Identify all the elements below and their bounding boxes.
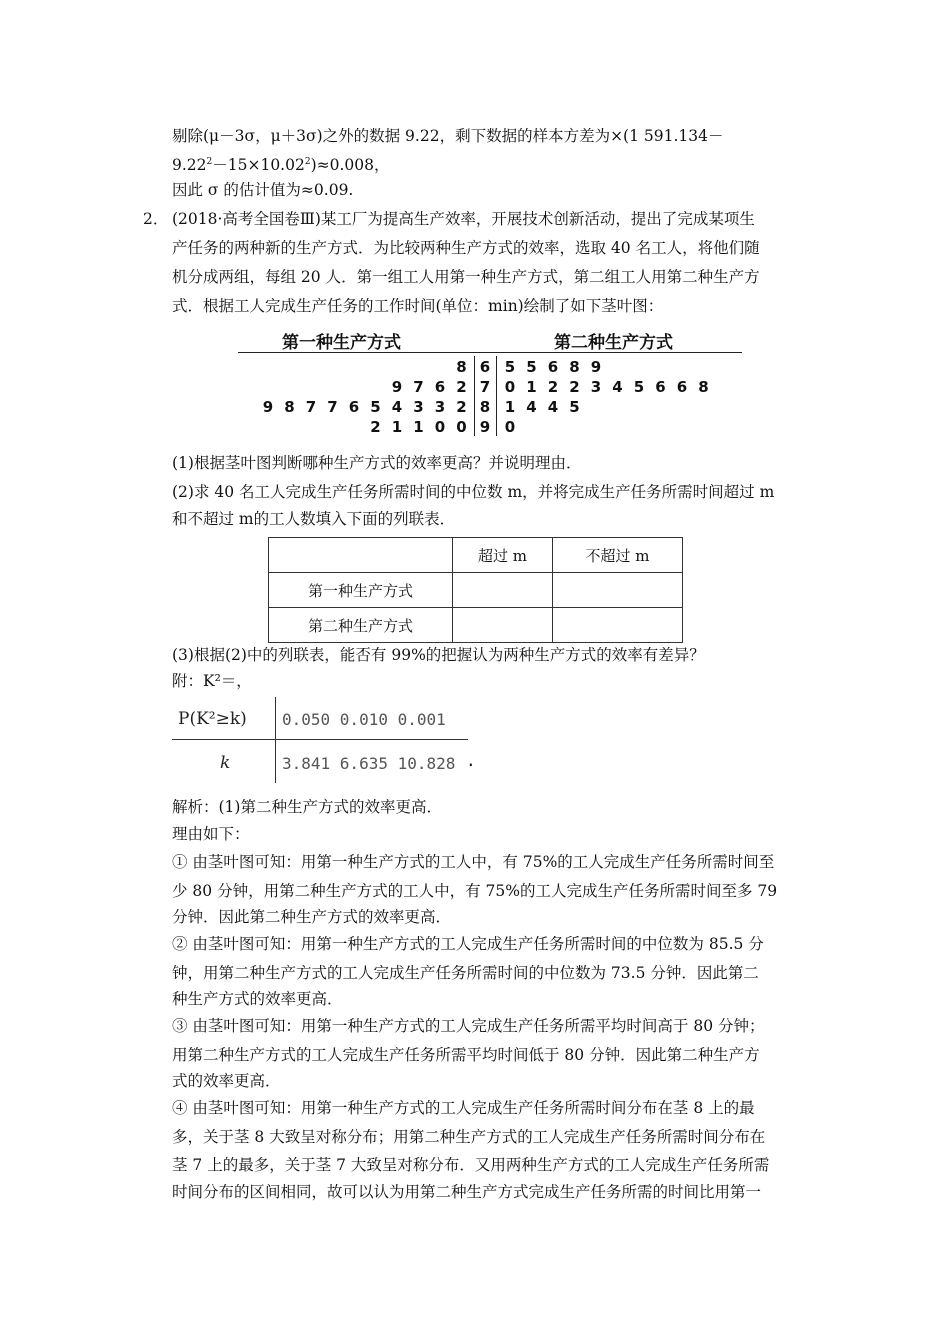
stem-left-title: 第一种生产方式 [282,333,401,353]
text-line: 剔除(μ－3σ，μ＋3σ)之外的数据 9.22，剩下数据的样本方差为×(1 591.134－ [172,127,724,145]
left-leaf: 8 [456,358,467,376]
right-leaf: 3 [590,378,602,396]
text-line: 产任务的两种新的生产方式．为比较两种生产方式的效率，选取 40 名工人，将他们随 [172,239,760,257]
right-leaf: 4 [547,398,559,416]
text-line: 解析：(1)第二种生产方式的效率更高． [172,798,442,816]
left-leaf: 2 [456,398,467,416]
right-leaf: 2 [569,378,580,396]
left-leaf: 6 [348,398,360,416]
text-line: 钟，用第二种生产方式的工人完成生产任务所需时间的中位数为 73.5 分钟．因此第二 [172,964,759,982]
left-leaf: 7 [413,378,424,396]
left-leaf: 3 [434,398,446,416]
table-cell [453,573,553,608]
stem-leaf-row [238,358,742,378]
right-leaf: 4 [612,378,623,396]
text-line: 和不超过 m的工人数填入下面的列联表． [172,510,456,528]
right-leaf: 1 [504,398,516,416]
left-leaf: 1 [391,418,403,436]
text-line: ① 由茎叶图可知：用第一种生产方式的工人中，有 75%的工人完成生产任务所需时间至 [172,853,775,871]
table-cell [553,573,683,608]
right-leaf: 2 [547,378,559,396]
text-line: 用第二种生产方式的工人完成生产任务所需平均时间低于 80 分钟．因此第二种生产方 [172,1046,760,1064]
stem-leaf-row [238,418,742,438]
left-leaf: 6 [434,378,446,396]
text-line: ② 由茎叶图可知：用第一种生产方式的工人完成生产任务所需时间的中位数为 85.5 分 [172,935,764,953]
k-row1-values: 0.050 0.010 0.001 [282,710,446,729]
text-line: (2018·高考全国卷Ⅲ)某工厂为提高生产效率，开展技术创新活动，提出了完成某项生 [172,210,755,228]
text-line: 附：K²＝， [172,672,252,690]
text-line: 分钟．因此第二种生产方式的效率更高． [172,908,452,926]
text-line: 式．根据工人完成生产任务的工作时间(单位：min)绘制了如下茎叶图： [172,297,664,315]
right-leaf: 0 [504,378,516,396]
left-leaf: 3 [413,398,424,416]
text-line: 机分成两组，每组 20 人．第一组工人用第一种生产方式，第二组工人用第二种生产方 [172,268,760,286]
text-line: ③ 由茎叶图可知：用第一种生产方式的工人完成生产任务所需平均时间高于 80 分钟； [172,1017,765,1035]
text-line: 因此 σ 的估计值为≈0.09. [172,181,354,199]
left-leaf: 5 [370,398,381,416]
stem-leaf-row [238,378,742,398]
stem-value: 6 [479,358,491,376]
stem-value: 9 [479,418,491,436]
right-leaf: 0 [504,418,516,436]
text-line: 茎 7 上的最多，关于茎 7 大致呈对称分布．又用两种生产方式的工人完成生产任务所需 [172,1156,770,1174]
k-row2-label: k [220,753,231,773]
text-line: 少 80 分钟，用第二种生产方式的工人中，有 75%的工人完成生产任务所需时间至多 79 [172,882,778,900]
text-line: 时间分布的区间相同，故可以认为用第二种生产方式完成生产任务所需的时间比用第一 [172,1183,762,1201]
left-leaf: 2 [456,378,467,396]
right-leaf: 5 [633,378,645,396]
text-line: 理由如下： [172,825,250,843]
contingency-table [268,537,683,643]
table-cell [453,608,553,643]
text-line: (2)求 40 名工人完成生产任务所需时间的中位数 m，并将完成生产任务所需时间超过 m [172,483,775,501]
table-cell: 不超过 m [553,538,683,573]
k-table-vline [275,697,276,783]
text-line: (3)根据(2)中的列联表，能否有 99%的把握认为两种生产方式的效率有差异？ [172,646,705,664]
right-leaf: 8 [698,378,709,396]
left-leaf: 0 [456,418,467,436]
left-leaf: 2 [370,418,381,436]
text-line [172,155,390,175]
table-row [269,608,683,643]
text-fragment: －15×10.02 [212,156,305,174]
right-leaf: 6 [547,358,559,376]
text-line: 式的效率更高． [172,1072,281,1090]
table-header-row [269,538,683,573]
superscript: 2 [206,156,213,167]
k-table-trail: . [466,751,476,770]
k-table-hline [172,739,468,740]
k-row2-values: 3.841 6.635 10.828 [282,754,456,773]
left-leaf: 1 [413,418,424,436]
left-leaf: 0 [434,418,446,436]
right-leaf: 5 [569,398,580,416]
right-leaf: 5 [526,358,537,376]
table-cell [269,538,453,573]
right-leaf: 6 [655,378,666,396]
table-row [269,573,683,608]
left-leaf: 7 [327,398,338,416]
k-row1-label: P(K²≥k) [178,709,247,729]
stem-value: 8 [479,398,491,416]
left-leaf: 8 [284,398,295,416]
right-leaf: 9 [590,358,602,376]
table-cell [553,608,683,643]
stem-leaf-plot [238,328,742,438]
left-leaf: 7 [305,398,317,416]
left-leaf: 9 [391,378,403,396]
table-cell: 第二种生产方式 [269,608,453,643]
right-leaf: 4 [526,398,537,416]
left-leaf: 4 [391,398,403,416]
text-fragment: )≈0.008， [310,156,390,174]
text-line: (1)根据茎叶图判断哪种生产方式的效率更高？并说明理由． [172,454,582,472]
superscript: 2 [304,156,311,167]
text-line: 种生产方式的效率更高． [172,990,343,1008]
question-number: 2． [143,210,169,228]
table-cell: 超过 m [453,538,553,573]
left-leaf: 9 [262,398,274,416]
right-leaf: 1 [526,378,537,396]
stem-right-title: 第二种生产方式 [554,333,673,353]
stem-header-rule [238,352,742,353]
right-leaf: 5 [504,358,516,376]
text-line: 多，关于茎 8 大致呈对称分布；用第二种生产方式的工人完成生产任务所需时间分布在 [172,1128,766,1146]
right-leaf: 8 [569,358,580,376]
right-leaf: 6 [676,378,688,396]
stem-value: 7 [479,378,491,396]
stem-leaf-row [238,398,742,418]
k-critical-table [172,697,476,783]
text-line: ④ 由茎叶图可知：用第一种生产方式的工人完成生产任务所需时间分布在茎 8 上的最 [172,1099,755,1117]
table-cell: 第一种生产方式 [269,573,453,608]
text-fragment: 9.22 [172,156,207,174]
